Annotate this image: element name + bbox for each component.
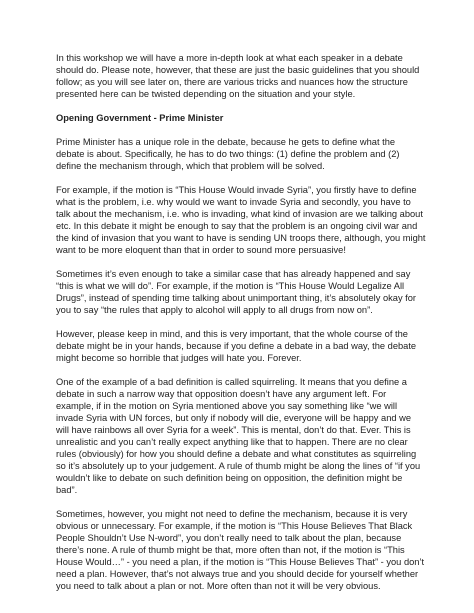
body-paragraph-2: For example, if the motion is “This House Would invade Syria”, you firstly have to define what is the problem, i.e. why would we want to invade Syria and secondly, you have to talk about the mechanism, i.e. who is invading, what kind of invasion are we talking about etc. In this debate it might be enough to say that the problem is an ongoing civil war and the kind of invasion that you want to have is sending UN troops there, although, you might want to be more eloquent than that in order to sound more persuasive! [56, 185, 426, 255]
body-paragraph-5: One of the example of a bad definition is called squirreling. It means that you define a debate in such a narrow way that opposition doesn’t have any argument left. For example, if in the motion on Syria mentioned above you say something like “we will invade Syria with UN forces, but only if nobody will die, everyone will be happy and we will have rainbows all over Syria for a week”. This is mental, don’t do that. Ever. This is unrealistic and you can’t really expect anything like that to happen. There are no clear rules (obviously) for how you should define a debate and what constitutes as squirreling so it’s absolutely up to your judgement. A rule of thumb might be along the lines of “if you wouldn’t like to debate on such definition being on opposition, the definition might be bad”. [56, 377, 421, 495]
body-paragraph-3: Sometimes it’s even enough to take a similar case that has already happened and say “this is what we will do”. For example, if the motion is “This House Would Legalize All Drugs”, instead of spending time talking about unimportant thing, it’s absolutely okay for you to say “the rules that apply to alcohol will apply to all drugs from now on”. [56, 269, 417, 315]
body-paragraph-6: Sometimes, however, you might not need to define the mechanism, because it is very obvious or unnecessary. For example, if the motion is “This House Believes That Black People Shouldn’t Use N-word”, you don’t really need to talk about the plan, because there’s none. A rule of thumb might be that, more often than not, if the motion is “This House Would…” - you need a plan, if the motion is “This House Believes That” - you don’t need a plan. However, that’s not always true and you should decide for yourself whether you need to talk about a plan or not. More often than not it will be very obvious. [56, 509, 425, 591]
body-paragraph-1: Prime Minister has a unique role in the debate, because he gets to define what the debate is about. Specifically, he has to do two things: (1) define the problem and (2) define the mechanism through, which that problem will be solved. [56, 137, 400, 171]
body-paragraph-4: However, please keep in mind, and this is very important, that the whole course of the debate might be in your hands, because if you define a debate in a bad way, the debate might become so horrible that judges will hate you. Forever. [56, 329, 417, 363]
document-page [56, 52, 426, 604]
section-heading: Opening Government - Prime Minister [56, 113, 224, 123]
intro-paragraph: In this workshop we will have a more in-depth look at what each speaker in a debate should do. Please note, however, that these are just the basic guidelines that you should follow; as you will see later on, there are various tricks and nuances how the structure presented here can be twisted depending on the situation and your style. [56, 53, 420, 99]
